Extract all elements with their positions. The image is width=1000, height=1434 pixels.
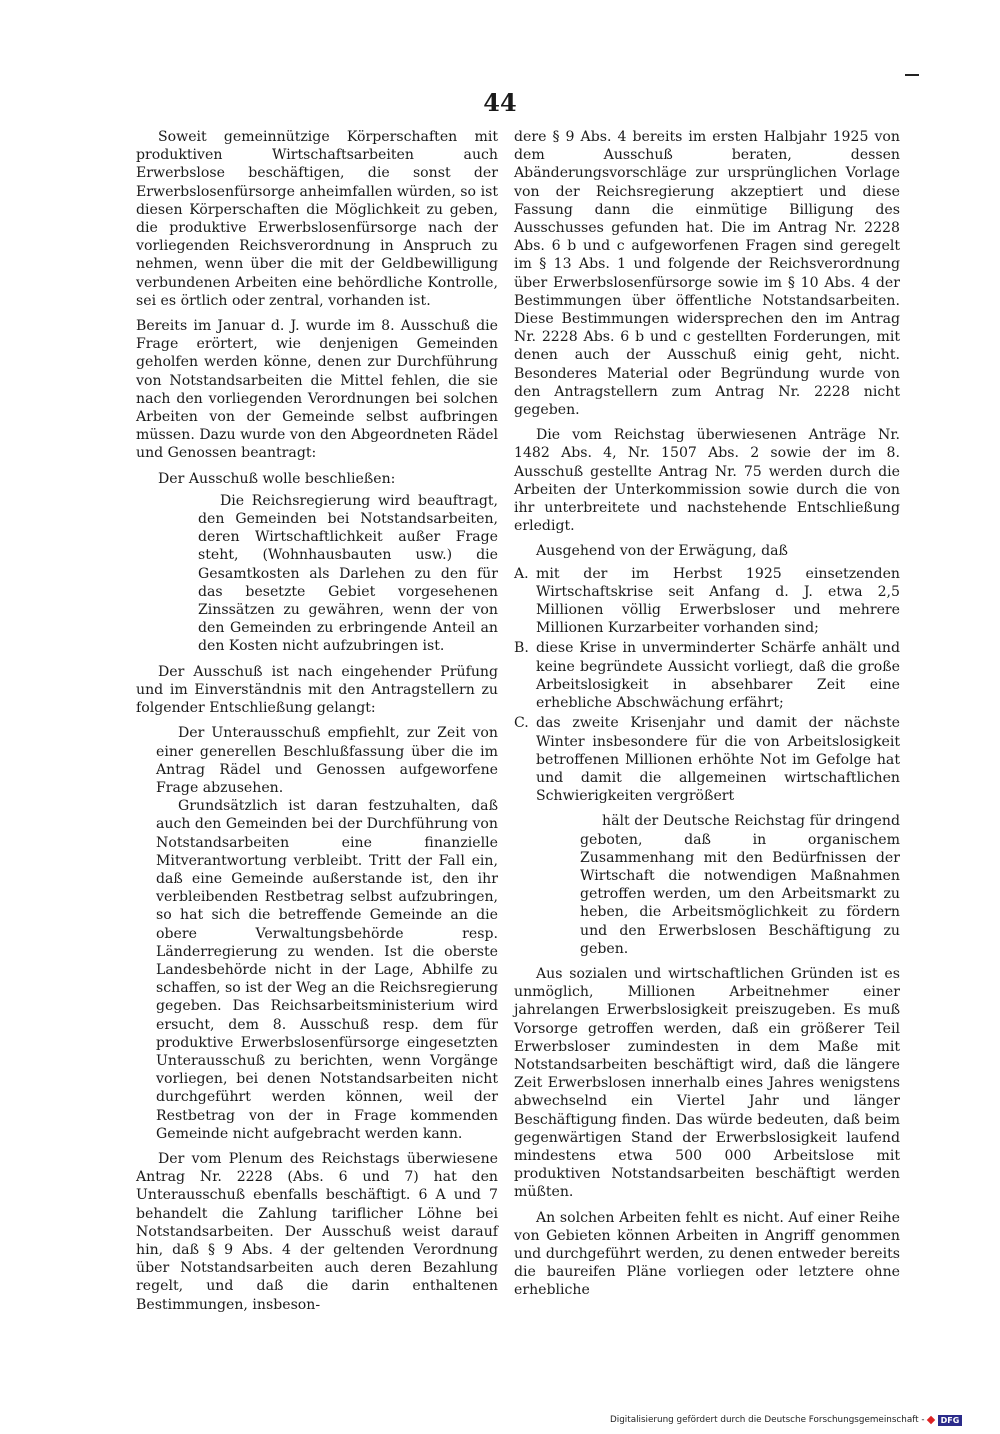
quoted-text: [136, 724, 498, 1143]
paragraph: Aus sozialen und wirtschaftlichen Gründen ist es unmöglich, Millionen Arbeitnehmer einer jahrelangen Erwerbslosigkeit preiszugeben. Es muß Vorsorge getroffen werden, daß ein größerer Teil Erwerbsloser zumindesten in dem Maße mit Notstandsarbeiten beschäftigt wird, daß die längere Zeit Erwerbslosen innerhalb eines Jahres wenigstens abwechselnd ein Viertel Jahr und länger Beschäftigung finden. Das würde bedeuten, daß beim gegenwärtigen Stand der Erwerbslosigkeit laufend mindestens etwa 500 000 Arbeitslose mit produktiven Notstandsarbeiten beschäftigt werden müßten.: [514, 965, 900, 1201]
quoted-paragraph: Die Reichsregierung wird beauftragt, den Gemeinden bei Notstandsarbeiten, deren Wirtschaftlichkeit außer Frage steht, (Wohnhausbauten usw.) die Gesamtkosten als Darlehen zu den für das besetzte Gebiet vorgesehenen Zinssätzen zu gewähren, wenn der von den Gemeinden zu erbringende Anteil an den Kosten nicht aufzubringen ist.: [198, 492, 498, 655]
list-item-text: das zweite Krisenjahr und damit der nächste Winter insbesondere für die von Arbeitslosigkeit betroffenen Millionen erhöhte Not im Gefolge hat und damit die allgemeinen wirtschaftlichen Schwierigkeiten vergrößert: [536, 715, 900, 805]
dfg-logo: DFG: [938, 1415, 963, 1426]
digitization-footer: [610, 1414, 990, 1426]
page-corner-mark: [905, 74, 919, 76]
list-item-label: B.: [514, 640, 529, 657]
list-item-label: C.: [514, 715, 529, 732]
paragraph: Bereits im Januar d. J. wurde im 8. Ausschuß die Frage erörtert, wie denjenigen Gemeinden geholfen werden könne, denen zur Durchführung von Notstandsarbeiten die Mittel fehlen, die sie nach den vorliegenden Verordnungen bei solchen Arbeiten von der Gemeinde selbst aufbringen müssen. Dazu wurde von den Abgeordneten Rädel und Genossen beantragt:: [136, 318, 498, 462]
quoted-paragraph: Grundsätzlich ist daran festzuhalten, daß auch den Gemeinden bei der Durchführung von Notstandsarbeiten eine finanzielle Mitverantwortung verbleibt. Tritt der Fall ein, daß eine Gemeinde außerstande ist, den ihr verbleibenden Restbetrag selbst aufzubringen, so hat sich die betreffende Gemeinde an die obere Verwaltungsbehörde resp. Länderregierung zu wenden. Ist die oberste Landesbehörde nicht in der Lage, Abhilfe zu schaffen, so ist der Weg an die Reichsregierung gegeben. Das Reichsarbeitsministerium wird ersucht, dem 8. Ausschuß resp. dem für produktive Erwerbslosenfürsorge eingesetzten Unterausschuß zu berichten, wenn Vorgänge vorliegen, bei denen Notstandsarbeiten nicht durchgeführt werden können, weil der Restbetrag von der in Frage kommenden Gemeinde nicht aufgebracht werden kann.: [156, 798, 498, 1142]
paragraph: Der vom Plenum des Reichstags überwiesene Antrag Nr. 2228 (Abs. 6 und 7) hat den Unterausschuß ebenfalls beschäftigt. 6 A und 7 behandelt die Zahlung tariflicher Löhne bei Notstandsarbeiten. Der Ausschuß weist darauf hin, daß § 9 Abs. 4 der geltenden Verordnung über Notstandsarbeiten auch deren Bezahlung regelt, und daß die darin enthaltenen Bestimmungen, insbeson-: [136, 1150, 498, 1313]
list-item-label: A.: [514, 565, 529, 582]
list-item-text: mit der im Herbst 1925 einsetzenden Wirtschaftskrise seit Anfang d. J. etwa 2,5 Millionen völlig Erwerbsloser und mehrere Millionen Kurzarbeiter vorhanden sind;: [536, 565, 900, 637]
list-item: [514, 714, 900, 805]
left-column: [136, 128, 498, 1321]
page-number: 44: [483, 88, 517, 117]
list-item: [514, 639, 900, 712]
paragraph: An solchen Arbeiten fehlt es nicht. Auf einer Reihe von Gebieten können Arbeiten in Angriff genommen und durchgeführt werden, zu denen entweder bereits die baureifen Pläne vorliegen oder letztere ohne erhebliche: [514, 1209, 900, 1299]
list-item-text: diese Krise in unverminderter Schärfe anhält und keine begründete Aussicht vorliegt, daß die große Arbeitslosigkeit in absehbarer Zeit eine erhebliche Abschwächung erfährt;: [536, 640, 900, 712]
dfg-diamond-icon: [926, 1416, 934, 1424]
list-item: [514, 565, 900, 638]
motion-heading: Ausgehend von der Erwägung, daß: [536, 543, 788, 560]
resolution-text: hält der Deutsche Reichstag für dringend geboten, daß in organischem Zusammenhang mit den Bedürfnissen der Wirtschaft die notwendigen Maßnahmen getroffen werden, um den Arbeitsmarkt zu heben, die Arbeitsmöglichkeit zu fördern und den Erwerbslosen Beschäftigung zu geben.: [580, 813, 900, 957]
right-column: [514, 128, 900, 1307]
footer-text: Digitalisierung gefördert durch die Deutsche Forschungsgemeinschaft -: [610, 1415, 925, 1425]
paragraph: Der Ausschuß ist nach eingehender Prüfung und im Einverständnis mit den Antragstellern zu folgender Entschließung gelangt:: [136, 663, 498, 717]
paragraph: Soweit gemeinnützige Körperschaften mit produktiven Wirtschaftsarbeiten auch Erwerbslose beschäftigen, die sonst der Erwerbslosenfürsorge anheimfallen würden, so ist diesen Körperschaften die Möglichkeit zu geben, die produktive Erwerbslosenfürsorge nach der vorliegenden Reichsverordnung in Anspruch zu nehmen, wenn über die mit der Geldbewilligung verbundenen Arbeiten eine behördliche Kontrolle, sei es örtlich oder zentral, vorhanden ist.: [136, 129, 498, 309]
quoted-paragraph: Der Unterausschuß empfiehlt, zur Zeit von einer generellen Beschlußfassung über die im Antrag Rädel und Genossen aufgeworfene Frage abzusehen.: [156, 725, 498, 796]
quoted-text: [136, 492, 498, 656]
motion-heading: Der Ausschuß wolle beschließen:: [158, 470, 396, 487]
enumerated-list: [514, 565, 900, 806]
paragraph: Die vom Reichstag überwiesenen Anträge Nr. 1482 Abs. 4, Nr. 1507 Abs. 2 sowie der im 8. Ausschuß gestellte Antrag Nr. 75 werden durch die Arbeiten der Unterkommission sowie durch die von ihr unterbreitete und nachstehende Entschließung erledigt.: [514, 427, 900, 535]
paragraph: dere § 9 Abs. 4 bereits im ersten Halbjahr 1925 von dem Ausschuß beraten, dessen Abänderungsvorschläge zur ursprünglichen Vorlage von der Reichsregierung akzeptiert und diese Fassung dann die einmütige Billigung des Ausschusses gefunden hat. Die im Antrag Nr. 2228 Abs. 6 b und c aufgeworfenen Fragen sind geregelt im § 13 Abs. 1 und folgende der Reichsverordnung über Erwerbslosenfürsorge sowie im § 10 Abs. 4 der Bestimmungen über öffentliche Notstandsarbeiten. Diese Bestimmungen widersprechen den im Antrag Nr. 2228 Abs. 6 b und c gestellten Forderungen, mit denen auch der Ausschuß einig geht, nicht. Besonderes Material oder Begründung wurde von den Antragstellern zum Antrag Nr. 2228 nicht gegeben.: [514, 129, 900, 419]
